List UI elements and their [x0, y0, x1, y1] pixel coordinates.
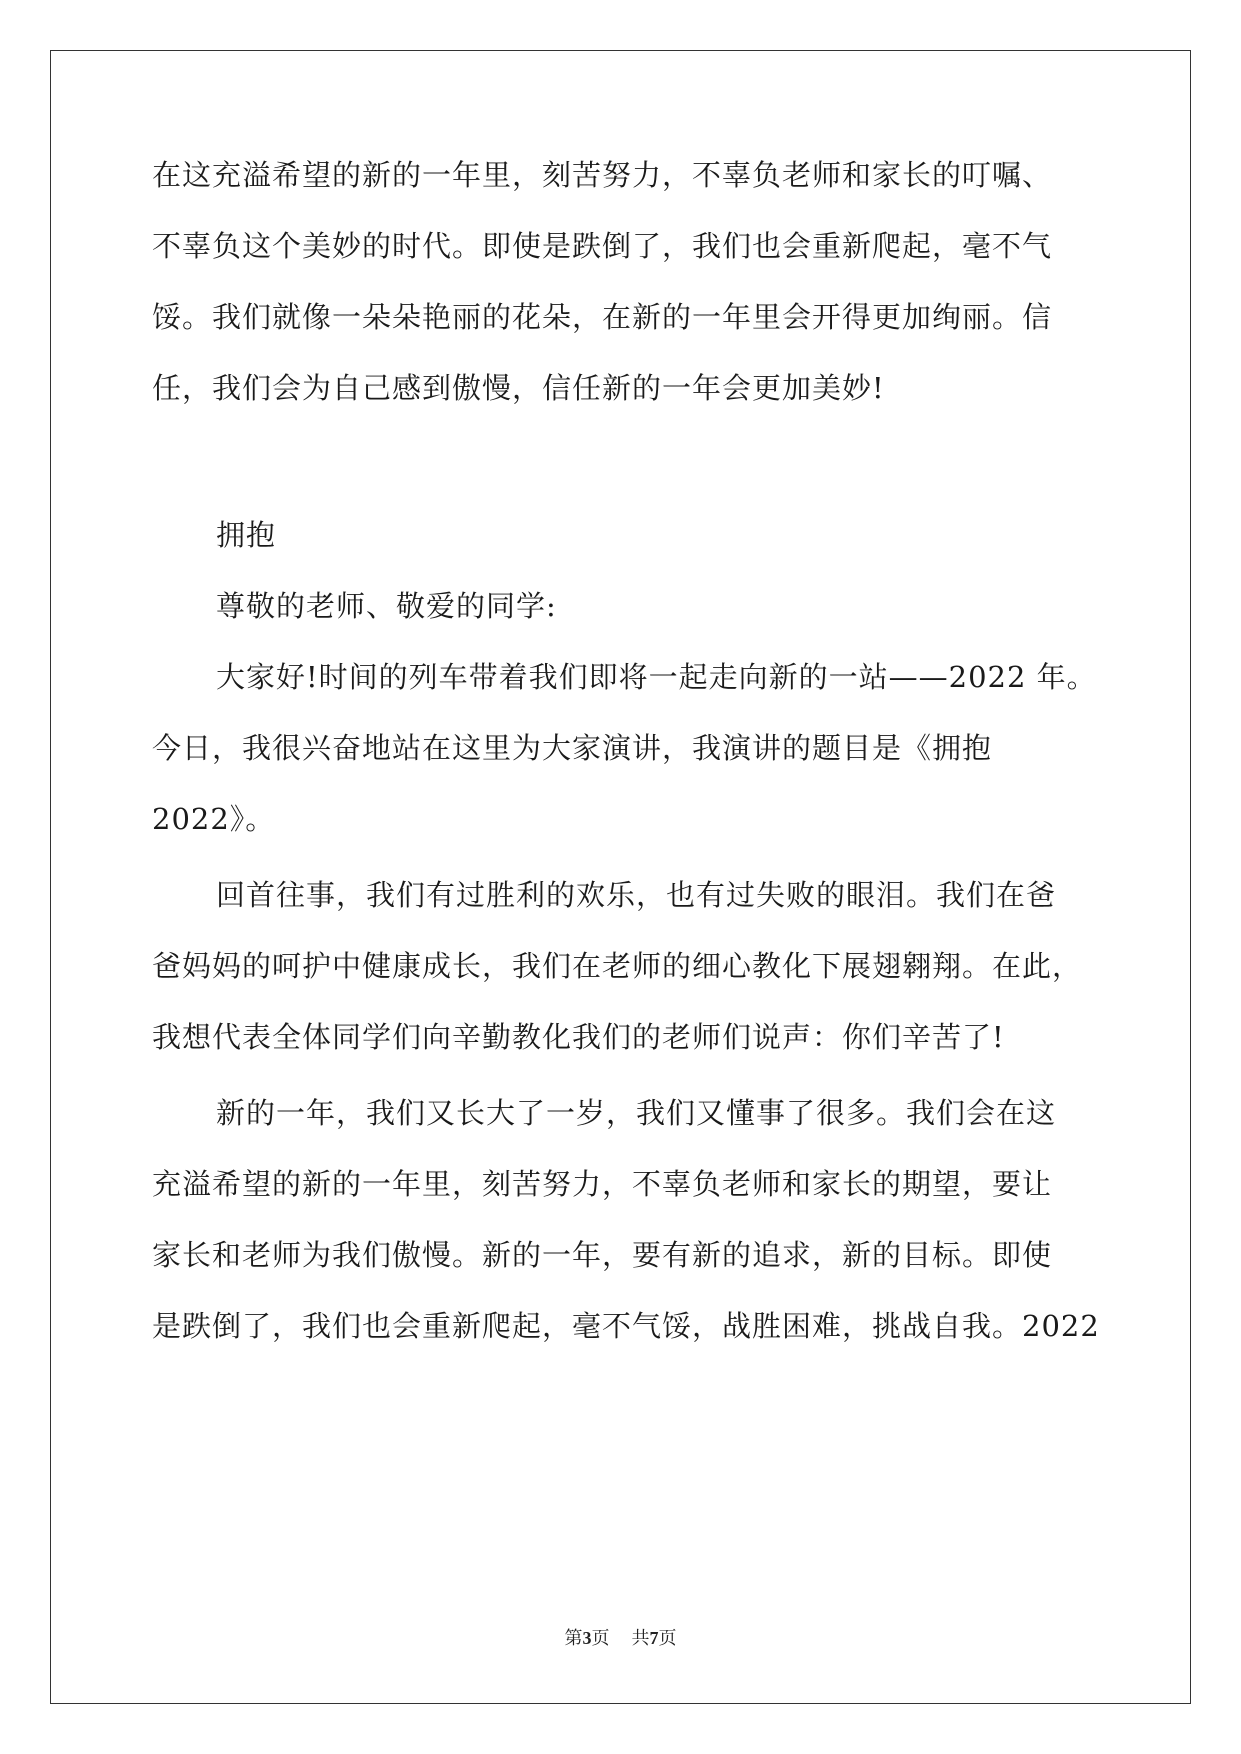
- paragraph-line: 2022》。: [152, 802, 276, 836]
- footer-page-total: 7: [649, 1628, 659, 1648]
- footer-page-unit: 页: [591, 1628, 610, 1648]
- section-title: 拥抱: [216, 518, 277, 552]
- salutation: 尊敬的老师、敬爱的同学:: [216, 589, 557, 623]
- paragraph-line: 不辜负这个美妙的时代。即使是跌倒了，我们也会重新爬起，毫不气: [152, 229, 1053, 263]
- paragraph-line: 在这充溢希望的新的一年里，刻苦努力，不辜负老师和家长的叮嘱、: [152, 158, 1053, 192]
- page-footer: [0, 1626, 1241, 1650]
- paragraph-line: 充溢希望的新的一年里，刻苦努力，不辜负老师和家长的期望，要让: [152, 1167, 1053, 1201]
- paragraph-line: 家长和老师为我们傲慢。新的一年，要有新的追求，新的目标。即使: [152, 1238, 1053, 1272]
- footer-total-unit: 页: [658, 1628, 677, 1648]
- paragraph-line: 今日，我很兴奋地站在这里为大家演讲，我演讲的题目是《拥抱: [152, 731, 993, 765]
- paragraph-line: 是跌倒了，我们也会重新爬起，毫不气馁，战胜困难，挑战自我。2022: [152, 1309, 1100, 1343]
- paragraph-line: 爸妈妈的呵护中健康成长，我们在老师的细心教化下展翅翱翔。在此，: [152, 949, 1083, 983]
- paragraph-line: 新的一年，我们又长大了一岁，我们又懂事了很多。我们会在这: [216, 1096, 1057, 1130]
- footer-total-prefix: 共: [631, 1628, 650, 1648]
- paragraph-line: 任，我们会为自己感到傲慢，信任新的一年会更加美妙!: [152, 371, 885, 405]
- footer-page-prefix: 第: [564, 1628, 583, 1648]
- paragraph-line: 馁。我们就像一朵朵艳丽的花朵，在新的一年里会开得更加绚丽。信: [152, 300, 1053, 334]
- paragraph-line: 回首往事，我们有过胜利的欢乐，也有过失败的眼泪。我们在爸: [216, 878, 1057, 912]
- paragraph-line: 我想代表全体同学们向辛勤教化我们的老师们说声：你们辛苦了!: [152, 1020, 1005, 1054]
- footer-page-current: 3: [582, 1628, 592, 1648]
- paragraph-line: 大家好!时间的列车带着我们即将一起走向新的一站——2022 年。: [216, 660, 1097, 694]
